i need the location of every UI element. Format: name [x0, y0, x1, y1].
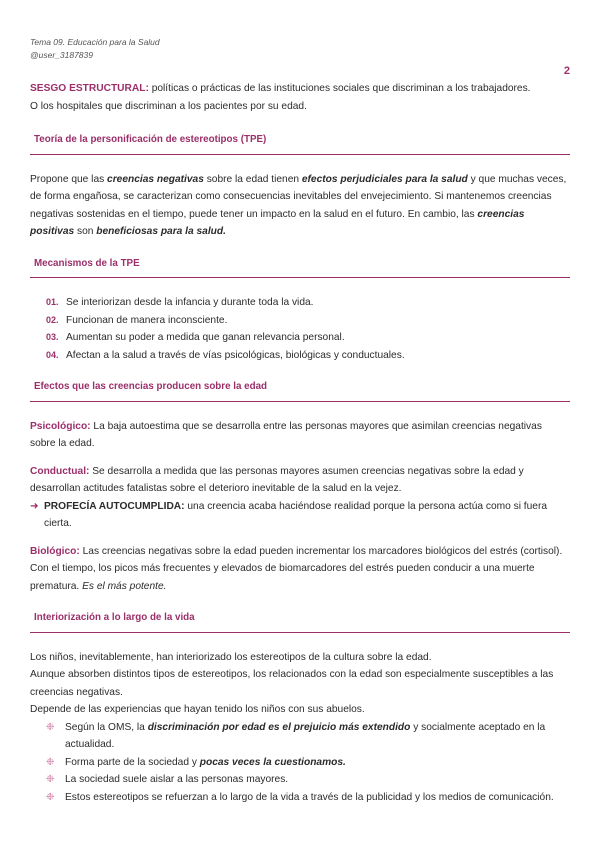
profecia-text-wrap — [44, 498, 570, 533]
tpe-text-2: sobre la edad tienen — [203, 173, 302, 185]
section-title-tpe: Teoría de la personificación de estereotipos (TPE) — [30, 131, 570, 155]
tpe-text-1: Propone que las — [30, 173, 108, 185]
sesgo-label: SESGO ESTRUCTURAL: — [30, 83, 149, 94]
list-item — [46, 771, 570, 789]
list-item — [46, 754, 570, 772]
list-item — [46, 329, 570, 347]
item-number: 01. — [46, 297, 59, 307]
text-bold: pocas veces la cuestionamos. — [199, 756, 346, 768]
profecia-text: una creencia acaba haciéndose realidad porque la persona actúa como si fuera cierta. — [44, 500, 548, 529]
profecia-list — [30, 498, 570, 533]
flower-bullet-icon: ❉ — [46, 791, 55, 803]
item-text: Funcionan de manera inconsciente. — [66, 314, 228, 326]
tpe-bold-2: efectos perjudiciales para la salud — [301, 173, 468, 185]
flower-bullet-icon: ❉ — [46, 774, 55, 785]
tpe-text-4: son — [74, 226, 97, 237]
mecanismos-list — [46, 294, 570, 364]
biologico-label: Biológico: — [30, 545, 80, 557]
item-text — [65, 754, 346, 772]
item-text: Estos estereotipos se refuerzan a lo largo de la vida a través de la publicidad y los medios de comunicación. — [65, 791, 554, 803]
text-bold: discriminación por edad es el prejuicio más extendido — [147, 721, 411, 733]
sesgo-text: políticas o prácticas de las instituciones sociales que discriminan a los trabajadores. — [148, 83, 531, 94]
item-number: 02. — [46, 314, 59, 325]
psicologico-label: Psicológico: — [30, 420, 91, 432]
interiorizacion-line1: Los niños, inevitablemente, han interiorizado los estereotipos de la cultura sobre la edad. — [30, 651, 432, 663]
interiorizacion-line3: Depende de las experiencias que hayan tenido los niños con sus abuelos. — [30, 704, 365, 715]
item-text: Aumentan su poder a medida que ganan relevancia personal. — [66, 332, 345, 343]
sesgo-line2: O los hospitales que discriminan a los pacientes por su edad. — [30, 100, 307, 112]
biologico-paragraph — [30, 543, 570, 596]
biologico-italic: Es el más potente. — [82, 580, 167, 592]
item-text — [65, 719, 570, 754]
psicologico-text: La baja autoestima que se desarrolla entre las personas mayores que asimilan creencias negativas sobre la edad. — [30, 420, 542, 449]
list-item — [30, 498, 570, 533]
conductual-text: Se desarrolla a medida que las personas mayores asumen creencias negativas sobre la edad y desarrollan actitudes fatalistas sobre el deterioro inevitable de la salud en la vejez. — [30, 465, 524, 494]
section-title-interiorizacion: Interiorización a lo largo de la vida — [30, 609, 570, 633]
list-item — [46, 347, 570, 365]
page-content — [30, 80, 570, 806]
page-number: 2 — [563, 65, 570, 77]
flower-bullet-icon: ❉ — [46, 756, 55, 768]
item-number: 04. — [46, 349, 59, 360]
flower-bullet-icon: ❉ — [46, 721, 55, 733]
tpe-bold-3: creencias positivas — [30, 208, 525, 237]
biologico-text: Las creencias negativas sobre la edad pueden incrementar los marcadores biológicos del estrés (cortisol). Con el tiempo, los picos más frecuentes y elevados de biomarcadores del estrés pueden conducir a una muerte prematura. — [30, 545, 563, 592]
arrow-icon: ➜ — [30, 500, 39, 512]
list-item — [46, 312, 570, 330]
psicologico-paragraph — [30, 418, 570, 453]
tpe-bold-1: creencias negativas — [107, 173, 204, 185]
list-item — [46, 789, 570, 807]
text-part: Forma parte de la sociedad y — [65, 756, 200, 768]
interiorizacion-list — [46, 719, 570, 807]
list-item — [46, 719, 570, 754]
item-number: 03. — [46, 332, 59, 342]
sesgo-paragraph — [30, 80, 570, 98]
item-text: Se interiorizan desde la infancia y durante toda la vida. — [66, 297, 314, 308]
tpe-bold-4: beneficiosas para la salud. — [96, 226, 226, 237]
interiorizacion-line2: Aunque absorben distintos tipos de estereotipos, los relacionados con la edad son especialmente susceptibles a las creencias negativas. — [30, 669, 554, 698]
text-part: Según la OMS, la — [65, 721, 148, 733]
section-title-mecanismos: Mecanismos de la TPE — [30, 255, 570, 279]
profecia-label: PROFECÍA AUTOCUMPLIDA: — [44, 500, 185, 512]
header-user: @user_3187839 — [30, 50, 93, 60]
text-part: y socialmente aceptado en la actualidad. — [65, 721, 546, 750]
conductual-paragraph — [30, 463, 570, 498]
page-header — [30, 36, 160, 62]
tpe-paragraph — [30, 171, 570, 241]
header-course: Tema 09. Educación para la Salud — [30, 37, 160, 47]
item-text: La sociedad suele aislar a las personas mayores. — [65, 774, 289, 785]
tpe-text-3: y que muchas veces, de forma engañosa, se caracterizan como consecuencias inevitables del envejecimiento. Si mantenemos creencias negativas sostenidas en el tiempo, puede tener un impacto en la salud en el futuro. En cambio, las — [30, 173, 567, 220]
conductual-label: Conductual: — [30, 465, 90, 477]
item-text: Afectan a la salud a través de vías psicológicas, biológicas y conductuales. — [66, 349, 405, 361]
section-title-efectos: Efectos que las creencias producen sobre la edad — [30, 378, 570, 402]
list-item — [46, 294, 570, 312]
